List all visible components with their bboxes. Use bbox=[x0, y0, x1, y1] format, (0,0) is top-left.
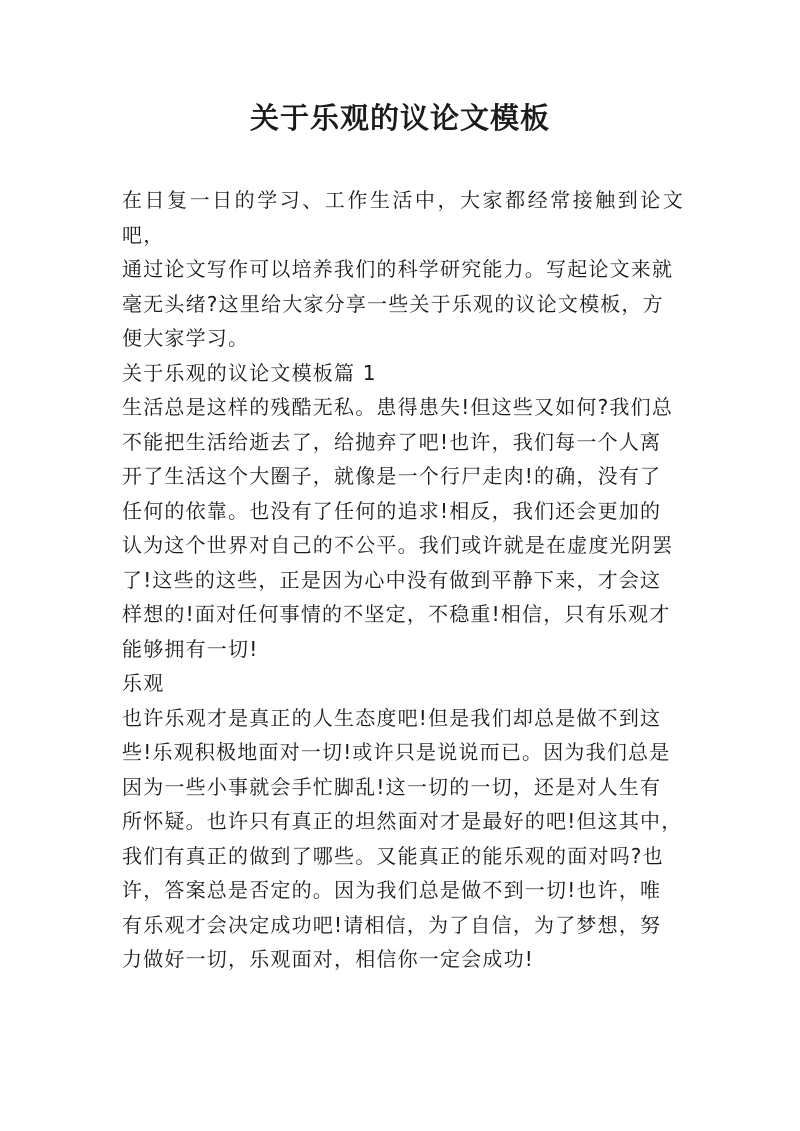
body-paragraph: 也许乐观才是真正的人生态度吧!但是我们却总是做不到这 些!乐观积极地面对一切!或许只是说说而已。因为我们总是 因为一些小事就会手忙脚乱!这一切的一切，还是对人生有 所怀疑。也许只有真正的坦然面对才是最好的吧!但这其中， 我们有真正的做到了哪些。又能真正的能乐观的面对吗?也 许，答案总是否定的。因为我们总是做不到一切!也许，唯 有乐观才会决定成功吧!请相信，为了自信，为了梦想，努 力做好一切，乐观面对，相信你一定会成功! bbox=[122, 705, 683, 971]
intro-paragraph: 在日复一日的学习、工作生活中，大家都经常接触到论文吧， 通过论文写作可以培养我们的科学研究能力。写起论文来就 毫无头绪?这里给大家分享一些关于乐观的议论文模板，方 便大家学习。 bbox=[122, 188, 684, 350]
section-heading: 关于乐观的议论文模板篇 1 bbox=[122, 360, 377, 385]
subheading: 乐观 bbox=[122, 671, 165, 695]
body-paragraph: 生活总是这样的残酷无私。患得患失!但这些又如何?我们总 不能把生活给逝去了，给抛弃了吧!也许，我们每一个人离 开了生活这个大圈子，就像是一个行尸走肉!的确，没有了 任何的依靠。也没有了任何的追求!相反，我们还会更加的 认为这个世界对自己的不公平。我们或许就是在虚度光阴罢 了!这些的这些，正是因为心中没有做到平静下来，才会这 样想的!面对任何事情的不坚定，不稳重!相信，只有乐观才 能够拥有一切! bbox=[122, 395, 674, 661]
document-title: 关于乐观的议论文模板 bbox=[249, 101, 550, 135]
document-body bbox=[122, 183, 684, 977]
